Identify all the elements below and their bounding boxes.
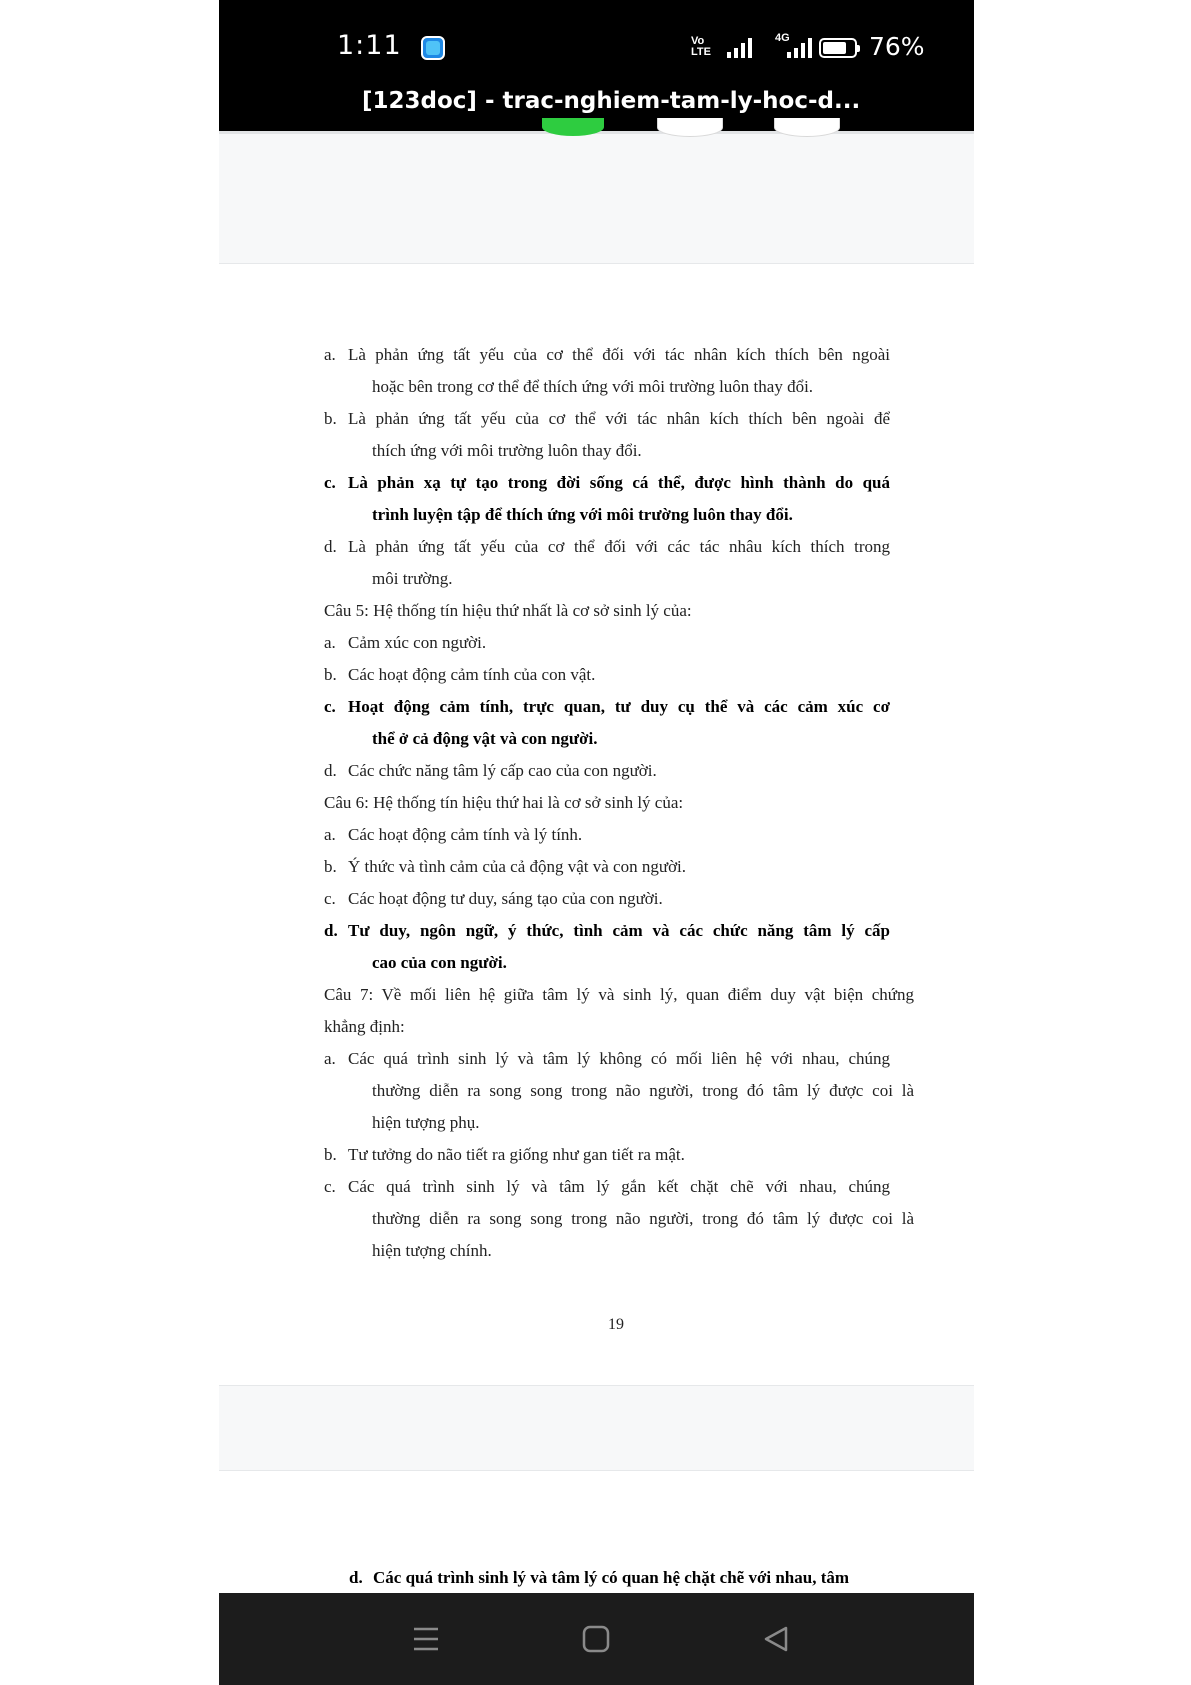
status-bar [219, 0, 974, 131]
option-line [372, 1081, 914, 1101]
option-line [372, 441, 914, 461]
option-line [324, 633, 890, 653]
volte-label: Vo [691, 35, 705, 47]
line-text: Các hoạt động cảm tính và lý tính. [348, 825, 583, 844]
line-text: Ý thức và tình cảm của cả động vật và con người. [348, 857, 687, 876]
option-line [324, 409, 890, 429]
line-text: Các hoạt động tư duy, sáng tạo của con người. [348, 889, 663, 908]
line-text: Các quá trình sinh lý và tâm lý không có mối liên hệ với nhau, chúng [348, 1049, 890, 1068]
network-type-label: 4G [775, 32, 790, 44]
option-marker: b. [324, 409, 337, 428]
line-text: hiện tượng phụ. [372, 1113, 480, 1132]
volte-indicator [691, 36, 711, 58]
tab-indicator [657, 118, 723, 137]
question-line [324, 793, 914, 813]
option-marker: d. [324, 761, 337, 780]
option-line [372, 569, 914, 589]
option-line [324, 537, 890, 557]
option-marker: c. [324, 697, 336, 716]
phone-screen [219, 0, 974, 1685]
line-text: Là phản ứng tất yếu của cơ thể đối với tác nhân kích thích bên ngoài [348, 345, 890, 364]
option-line [324, 1049, 890, 1069]
option-marker: a. [324, 345, 336, 364]
menu-icon [412, 1626, 440, 1652]
option-marker: c. [324, 1177, 336, 1196]
option-marker: a. [324, 825, 336, 844]
line-text: Câu 7: Về mối liên hệ giữa tâm lý và sinh lý, quan điểm duy vật biện chứng [324, 985, 914, 1004]
page-number: 19 [608, 1316, 624, 1333]
option-marker: c. [324, 473, 336, 492]
option-marker: d. [349, 1568, 363, 1587]
page-gap-top [219, 131, 974, 264]
battery-fill [823, 42, 846, 54]
option-marker: a. [324, 1049, 336, 1068]
line-text: thích ứng với môi trường luôn thay đổi. [372, 441, 642, 460]
option-marker: b. [324, 1145, 337, 1164]
option-line [324, 825, 890, 845]
option-line [324, 857, 890, 877]
line-text: Tư tưởng do não tiết ra giống như gan tiết ra mật. [348, 1145, 685, 1164]
tab-indicator [774, 118, 840, 137]
line-text: Câu 6: Hệ thống tín hiệu thứ hai là cơ sở sinh lý của: [324, 793, 684, 812]
option-line [324, 665, 890, 685]
option-marker: d. [324, 537, 337, 556]
battery-icon [819, 38, 857, 58]
battery-percent: 76% [869, 32, 925, 61]
option-line [372, 1241, 914, 1261]
navigation-bar [219, 1593, 974, 1685]
line-text: cao của con người. [372, 953, 507, 972]
line-text: Các quá trình sinh lý và tâm lý gắn kết chặt chẽ với nhau, chúng [348, 1177, 890, 1196]
app-notification-icon [421, 36, 445, 60]
option-line [324, 473, 890, 493]
option-line [372, 729, 914, 749]
option-marker: a. [324, 633, 336, 652]
line-text: Các chức năng tâm lý cấp cao của con người. [348, 761, 657, 780]
line-text: thường diễn ra song song trong não người, trong đó tâm lý được coi là [372, 1209, 914, 1228]
option-marker: b. [324, 665, 337, 684]
line-text: Câu 5: Hệ thống tín hiệu thứ nhất là cơ sở sinh lý của: [324, 601, 692, 620]
line-text: Các hoạt động cảm tính của con vật. [348, 665, 596, 684]
menu-button[interactable] [406, 1619, 446, 1659]
status-time: 1:11 [337, 30, 402, 61]
home-icon [582, 1625, 610, 1653]
line-text: thể ở cả động vật và con người. [372, 729, 598, 748]
option-line [372, 377, 914, 397]
option-line [372, 505, 914, 525]
option-line [324, 697, 890, 717]
option-line [372, 1113, 914, 1133]
document-title: [123doc] - trac-nghiem-tam-ly-hoc-d... [362, 88, 861, 114]
line-text: trình luyện tập để thích ứng với môi trường luôn thay đổi. [372, 505, 793, 524]
option-line [372, 953, 914, 973]
option-text: Các quá trình sinh lý và tâm lý có quan hệ chặt chẽ với nhau, tâm [373, 1568, 850, 1587]
active-tab-indicator [542, 118, 604, 136]
line-text: thường diễn ra song song trong não người, trong đó tâm lý được coi là [372, 1081, 914, 1100]
line-text: môi trường. [372, 569, 453, 588]
question-line [324, 601, 914, 621]
line-text: Là phản xạ tự tạo trong đời sống cá thể, được hình thành do quá [348, 473, 890, 492]
line-text: hoặc bên trong cơ thể để thích ứng với môi trường luôn thay đổi. [372, 377, 814, 396]
lte-label: LTE [691, 46, 711, 58]
home-button[interactable] [576, 1619, 616, 1659]
back-icon [762, 1625, 790, 1653]
option-line [324, 761, 890, 781]
option-line [324, 345, 890, 365]
page-gap-bottom [219, 1385, 974, 1471]
option-line [372, 1209, 914, 1229]
line-text: Hoạt động cảm tính, trực quan, tư duy cụ thể và các cảm xúc cơ [348, 697, 890, 716]
line-text: hiện tượng chính. [372, 1241, 492, 1260]
option-marker: c. [324, 889, 336, 908]
option-marker: d. [324, 921, 338, 940]
question-line [324, 1017, 914, 1037]
option-marker: b. [324, 857, 337, 876]
option-line [324, 921, 890, 941]
line-text: khẳng định: [324, 1017, 405, 1036]
option-line [324, 1145, 890, 1165]
next-page-line [349, 1568, 949, 1588]
line-text: Là phản ứng tất yếu của cơ thể với tác nhân kích thích bên ngoài để [348, 409, 890, 428]
line-text: Là phản ứng tất yếu của cơ thể đối với các tác nhâu kích thích trong [348, 537, 890, 556]
signal-strength-icon [727, 38, 752, 58]
back-button[interactable] [756, 1619, 796, 1659]
mobile-data-signal-icon [787, 38, 812, 58]
line-text: Cảm xúc con người. [348, 633, 487, 652]
line-text: Tư duy, ngôn ngữ, ý thức, tình cảm và các chức năng tâm lý cấp [348, 921, 890, 940]
option-line [324, 889, 890, 909]
question-line [324, 985, 914, 1005]
option-line [324, 1177, 890, 1197]
